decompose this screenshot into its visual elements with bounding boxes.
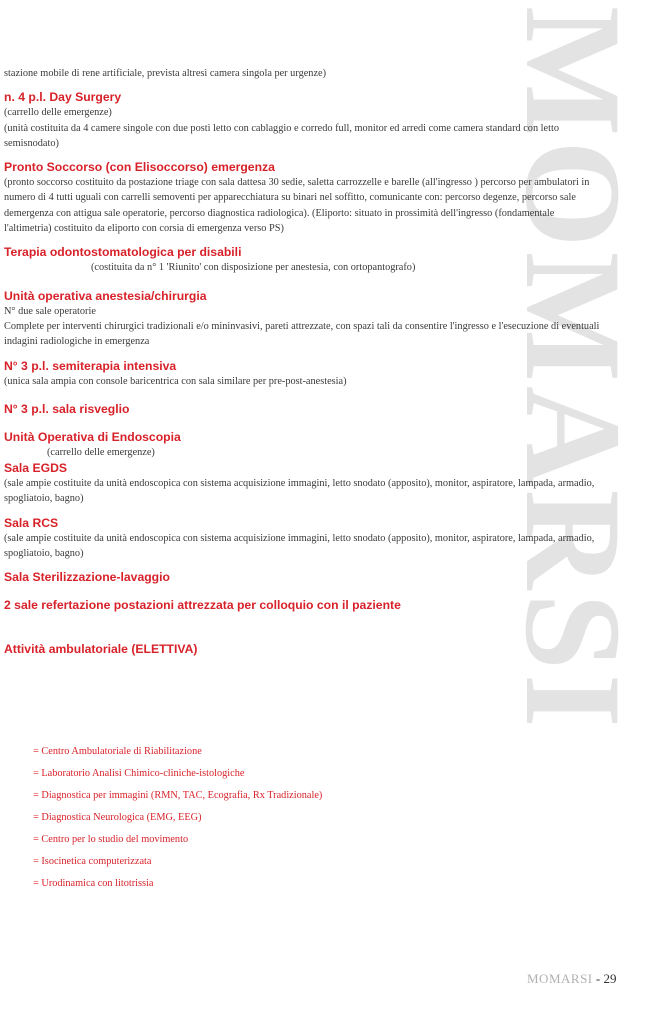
section-heading: Terapia odontostomatologica per disabili xyxy=(4,245,242,260)
list-item: = Centro per lo studio del movimento xyxy=(33,834,189,845)
paragraph: (sale ampie costituite da unità endoscopica con sistema acquisizione immagini, letto snodato (apposito), monitor, aspiratore, lampada, armadio, spogliatoio, bagno) xyxy=(4,478,595,505)
document-body xyxy=(4,66,600,657)
section-heading: Attività ambulatoriale (ELETTIVA) xyxy=(4,642,198,657)
footer-brand: MOMARSI xyxy=(527,971,593,986)
list-item: = Laboratorio Analisi Chimico-cliniche-istologiche xyxy=(33,768,245,779)
paragraph: (costituita da n° 1 'Riunito' con disposizione per anestesia, con ortopantografo) xyxy=(91,262,416,274)
paragraph: N° due sale operatorie xyxy=(4,305,96,317)
list-item: = Diagnostica Neurologica (EMG, EEG) xyxy=(33,812,202,823)
paragraph: (pronto soccorso costituito da postazione triage con sala dattesa 30 sedie, saletta carrozzelle e barelle (all'ingresso ) percorso per ambulatori in numero di 4 tutti uguali con carrelli semoventi per apparecchiatura su binari nel soffitto, comunicante con: percorso degenze, percorso sale demergenza con attigua sale operatorie, percorso diagnostica radiologica). (Eliporto: situato in prossimità dell'ingresso (fondamentale l'altimetria) costituito da eliporto con corsia di emergenza verso PS) xyxy=(4,177,590,235)
paragraph: (sale ampie costituite da unità endoscopica con sistema acquisizione immagini, letto snodato (apposito), monitor, aspiratore, lampada, armadio, spogliatoio, bagno) xyxy=(4,532,595,560)
section-heading: N° 3 p.l. semiterapia intensiva xyxy=(4,358,177,373)
section-heading: 2 sale refertazione postazioni attrezzata per colloquio con il paziente xyxy=(4,598,401,613)
list-item: = Urodinamica con litotrissia xyxy=(33,878,154,889)
section-heading: n. 4 p.l. Day Surgery xyxy=(4,90,122,105)
section-heading: Unità operativa anestesia/chirurgia xyxy=(4,288,207,303)
footer-separator: - xyxy=(592,971,604,986)
section-heading: Sala EGDS xyxy=(4,461,67,476)
paragraph: Complete per interventi chirurgici tradizionali e/o mininvasivi, pareti attrezzate, con spazi tali da consentire l'ingresso e l'esecuzione di eventuali indagini radiologiche in emergenza xyxy=(4,320,600,348)
section-heading: N° 3 p.l. sala risveglio xyxy=(4,401,130,416)
paragraph: (unità costituita da 4 camere singole con due posti letto con cablaggio e corredo full, monitor ed arredi come camera standard con letto semisnodato) xyxy=(4,122,559,149)
page-number: 29 xyxy=(603,971,617,986)
paragraph: (unica sala ampia con console baricentrica con sala similare per pre-post-anestesia) xyxy=(4,375,347,387)
paragraph: (carrello delle emergenze) xyxy=(4,107,112,119)
list-item: = Diagnostica per immagini (RMN, TAC, Ecografia, Rx Tradizionale) xyxy=(33,790,323,801)
section-heading: Sala Sterilizzazione-lavaggio xyxy=(4,570,170,585)
section-heading: Unità Operativa di Endoscopia xyxy=(4,429,181,444)
section-heading: Sala RCS xyxy=(4,515,59,530)
list-item: = Centro Ambulatoriale di Riabilitazione xyxy=(33,746,202,757)
paragraph: (carrello delle emergenze) xyxy=(47,446,155,458)
page-footer xyxy=(527,971,616,987)
list-item: = Isocinetica computerizzata xyxy=(33,856,152,867)
service-list xyxy=(33,741,322,895)
watermark-text: MOMARSI xyxy=(497,6,650,732)
section-heading: Pronto Soccorso (con Elisoccorso) emergenza xyxy=(4,160,275,175)
paragraph: stazione mobile di rene artificiale, prevista altresì camera singola per urgenze) xyxy=(4,68,327,79)
